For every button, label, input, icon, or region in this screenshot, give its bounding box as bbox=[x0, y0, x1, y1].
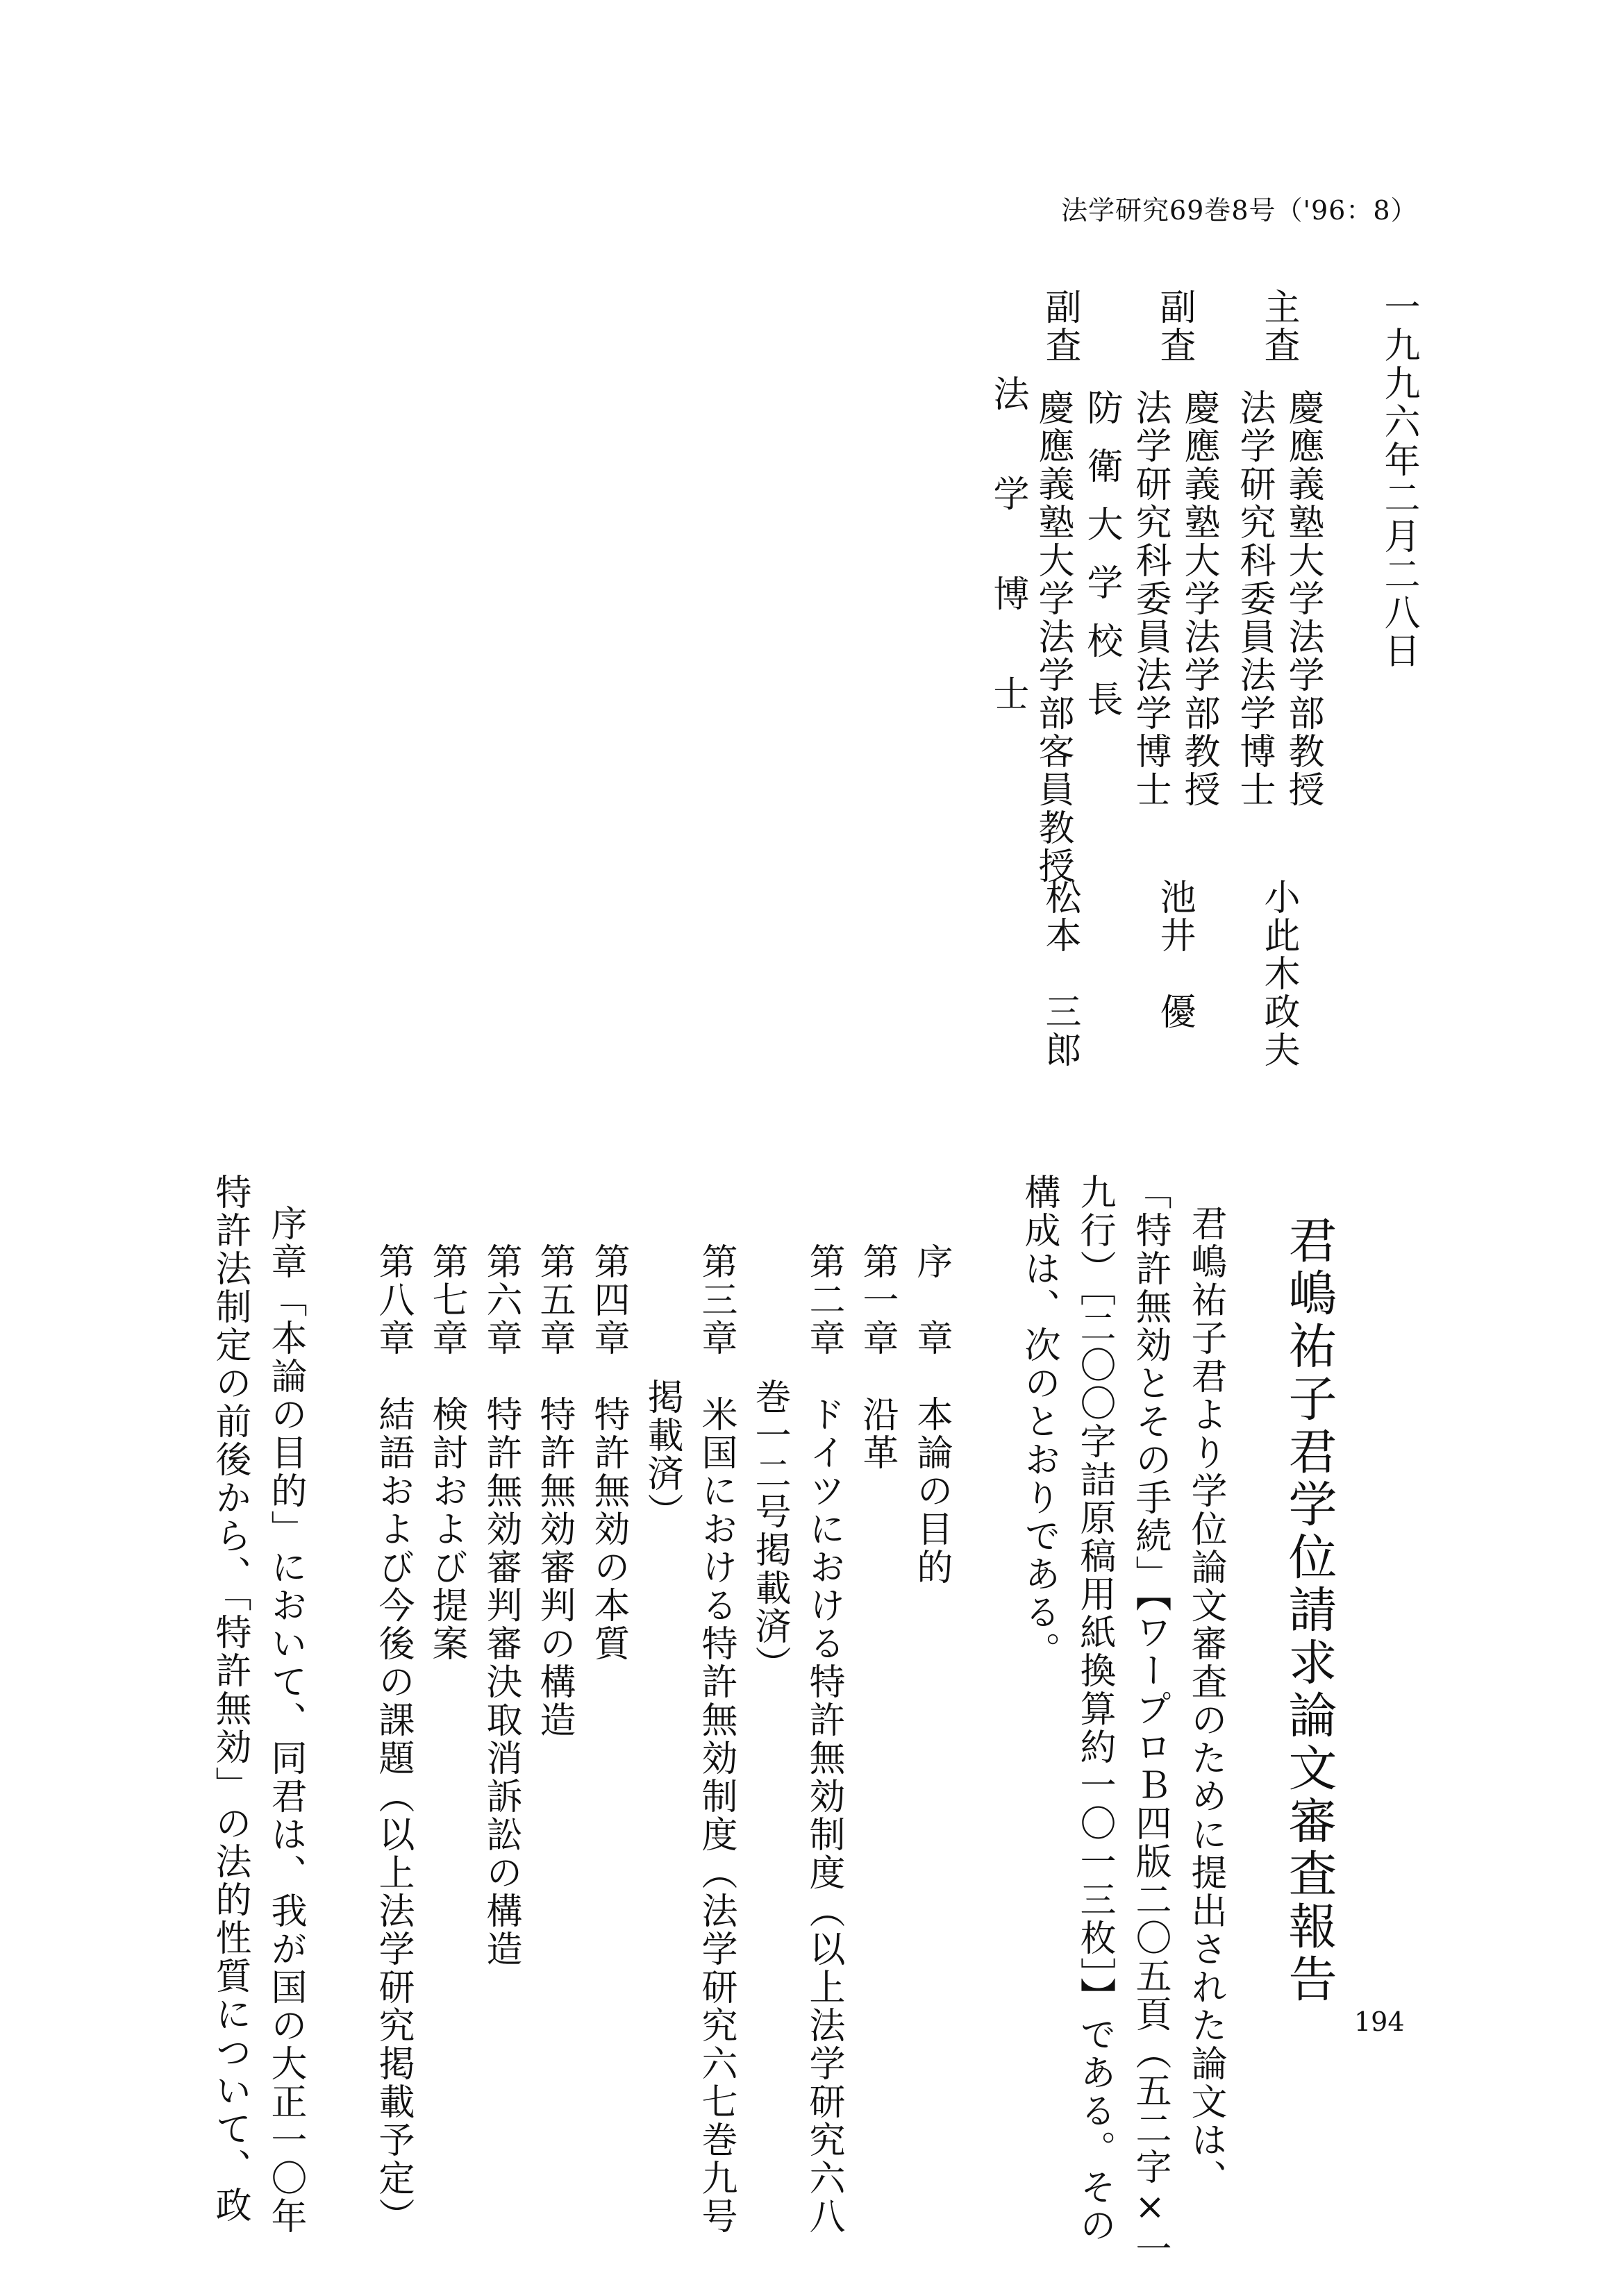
examiner-2-role: 副査 bbox=[1153, 288, 1195, 364]
toc-chapter: 第六章 bbox=[480, 1243, 522, 1357]
examiner-3-name: 松本 三郎 bbox=[1039, 878, 1081, 1069]
body-line-2: 特許法制定の前後から、「特許無効」の法的性質について、政 bbox=[209, 1173, 251, 2224]
toc-title: 結語および今後の課題（以上法学研究掲載予定） bbox=[372, 1396, 414, 2236]
intro-line-3: 九行）［二〇〇字詰原稿用紙換算約一〇一三枚］】である。その bbox=[1074, 1173, 1115, 2245]
toc-chapter: 第二章 bbox=[803, 1243, 844, 1357]
report-title: 君嶋祐子君学位請求論文審査報告 bbox=[1281, 1215, 1337, 2006]
examiner-2-affiliation: 慶應義塾大学法学部教授 bbox=[1178, 389, 1219, 809]
examiner-1-affiliation: 慶應義塾大学法学部教授 bbox=[1282, 389, 1324, 809]
examiner-2-credential: 法学研究科委員法学博士 bbox=[1129, 389, 1171, 809]
intro-line-4: 構成は、次のとおりである。 bbox=[1018, 1173, 1060, 1670]
toc-chapter: 第一章 bbox=[856, 1243, 898, 1357]
toc-chapter: 第八章 bbox=[372, 1243, 414, 1357]
examiner-1-role: 主査 bbox=[1258, 288, 1299, 364]
page-number: 194 bbox=[1354, 2006, 1405, 2037]
toc-item bbox=[856, 1243, 898, 1472]
intro-line-1: 君嶋祐子君より学位論文審査のために提出された論文は、 bbox=[1185, 1205, 1226, 2197]
toc-item bbox=[533, 1243, 575, 1739]
journal-header: 法学研究69巻8号（'96：8） bbox=[1061, 195, 1418, 226]
examiner-1-name: 小此木政夫 bbox=[1258, 878, 1299, 1069]
toc-title: 沿革 bbox=[856, 1396, 898, 1472]
toc-title: 特許無効の本質 bbox=[587, 1396, 629, 1663]
toc-title: ドイツにおける特許無効制度（以上法学研究六八 bbox=[803, 1396, 844, 2236]
toc-continuation: 掲載済） bbox=[641, 1378, 683, 1531]
examiner-3-credential: 慶應義塾大学法学部客員教授 bbox=[1032, 389, 1074, 885]
toc-title: 特許無効審判の構造 bbox=[533, 1396, 575, 1739]
toc-title: 検討および提案 bbox=[426, 1396, 467, 1663]
toc-title: 米国における特許無効制度（法学研究六七巻九号 bbox=[695, 1396, 737, 2236]
examiner-3-role: 副査 bbox=[1039, 288, 1081, 364]
toc-title: 本論の目的 bbox=[910, 1396, 952, 1586]
toc-item bbox=[428, 1243, 465, 1663]
toc-chapter: 第三章 bbox=[695, 1243, 737, 1357]
toc-title: 特許無効審判審決取消訴訟の構造 bbox=[480, 1396, 522, 1968]
body-line-1: 序章「本論の目的」において、同君は、我が国の大正一〇年 bbox=[265, 1205, 306, 2236]
toc-chapter: 第四章 bbox=[587, 1243, 629, 1357]
examiner-1-credential: 法学研究科委員法学博士 bbox=[1233, 389, 1275, 809]
examiner-2-name: 池井 優 bbox=[1153, 878, 1195, 1031]
examiner-3-degree: 法学博士 bbox=[987, 375, 1028, 775]
toc-item bbox=[910, 1243, 952, 1586]
toc-item bbox=[803, 1243, 844, 2236]
toc-continuation: 巻一二号掲載済） bbox=[749, 1378, 790, 1684]
toc-item bbox=[372, 1243, 414, 2236]
toc-item bbox=[587, 1243, 629, 1663]
toc-chapter: 第七章 bbox=[426, 1243, 467, 1357]
toc-item bbox=[480, 1243, 522, 1968]
toc-chapter: 第五章 bbox=[533, 1243, 575, 1357]
toc-chapter: 序 章 bbox=[910, 1243, 952, 1357]
intro-line-2: 「特許無効とその手続」【ワープロＢ四版二〇五頁（五二字×一 bbox=[1129, 1173, 1171, 2268]
examiner-3-affiliation: 防衛大学校長 bbox=[1081, 389, 1122, 739]
toc-item bbox=[695, 1243, 737, 2236]
report-date: 一九九六年二月二八日 bbox=[1378, 288, 1419, 670]
